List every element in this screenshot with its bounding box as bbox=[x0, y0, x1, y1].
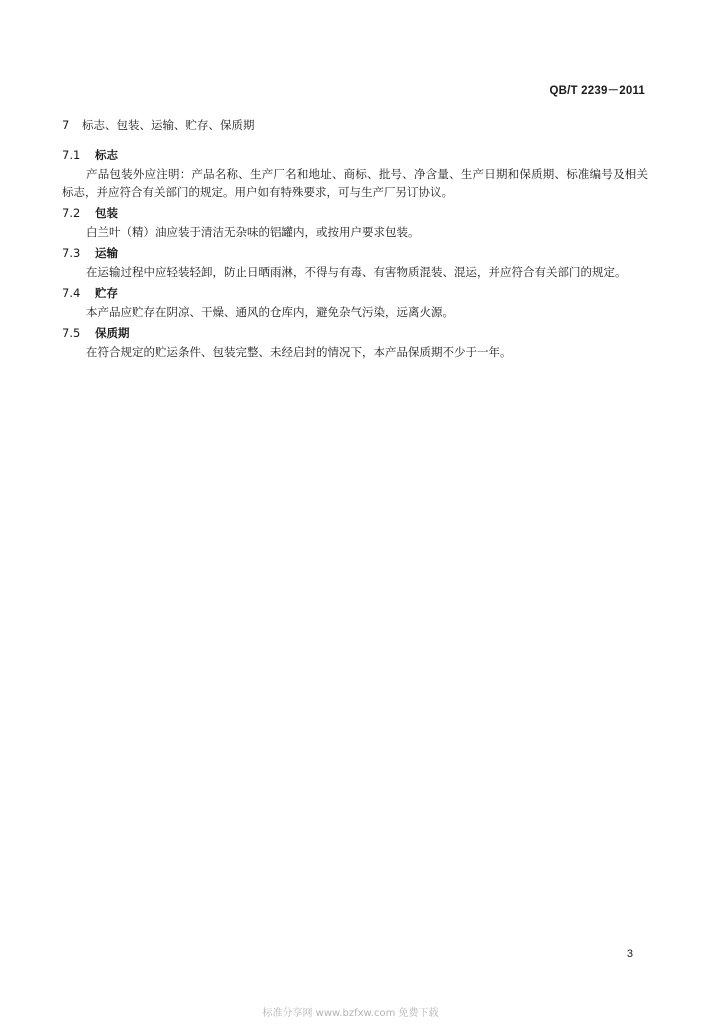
watermark: 标准分享网 www.bzfxw.com 免费下载 bbox=[262, 1008, 439, 1019]
section-7-3 bbox=[62, 245, 648, 281]
section-heading bbox=[62, 245, 648, 261]
section-paragraph: 在符合规定的贮运条件、包装完整、未经启封的情况下，本产品保质期不少于一年。 bbox=[86, 345, 512, 359]
chapter-number: 7 bbox=[62, 118, 70, 132]
section-title: 包装 bbox=[95, 206, 118, 220]
section-heading bbox=[62, 285, 648, 301]
chapter-heading bbox=[62, 117, 648, 133]
section-number: 7.1 bbox=[62, 148, 81, 162]
section-paragraph: 本产品应贮存在阴凉、干燥、通风的仓库内，避免杂气污染，远离火源。 bbox=[86, 305, 454, 319]
section-title: 保质期 bbox=[95, 326, 130, 340]
section-7-4 bbox=[62, 285, 648, 321]
chapter-title: 标志、包装、运输、贮存、保质期 bbox=[82, 118, 255, 132]
section-paragraph: 产品包装外应注明：产品名称、生产厂名和地址、商标、批号、净含量、生产日期和保质期、标准编号及相关标志，并应符合有关部门的规定。用户如有特殊要求，可与生产厂另订协议。 bbox=[62, 167, 648, 199]
section-number: 7.3 bbox=[62, 246, 81, 260]
section-title: 运输 bbox=[95, 246, 118, 260]
section-7-1 bbox=[62, 147, 648, 201]
section-number: 7.2 bbox=[62, 206, 81, 220]
section-paragraph: 白兰叶（精）油应装于清洁无杂味的铝罐内，或按用户要求包装。 bbox=[86, 225, 420, 239]
document-body bbox=[62, 117, 648, 361]
section-7-2 bbox=[62, 205, 648, 241]
section-number: 7.4 bbox=[62, 286, 81, 300]
section-paragraph: 在运输过程中应轻装轻卸，防止日晒雨淋，不得与有毒、有害物质混装、混运，并应符合有关部门的规定。 bbox=[86, 265, 627, 279]
section-heading bbox=[62, 147, 648, 163]
section-heading bbox=[62, 205, 648, 221]
section-heading bbox=[62, 325, 648, 341]
section-number: 7.5 bbox=[62, 326, 81, 340]
section-title: 标志 bbox=[95, 148, 118, 162]
page-number: 3 bbox=[626, 948, 633, 960]
section-title: 贮存 bbox=[95, 286, 118, 300]
section-7-5 bbox=[62, 325, 648, 361]
standard-code: QB/T 2239－2011 bbox=[549, 85, 645, 97]
